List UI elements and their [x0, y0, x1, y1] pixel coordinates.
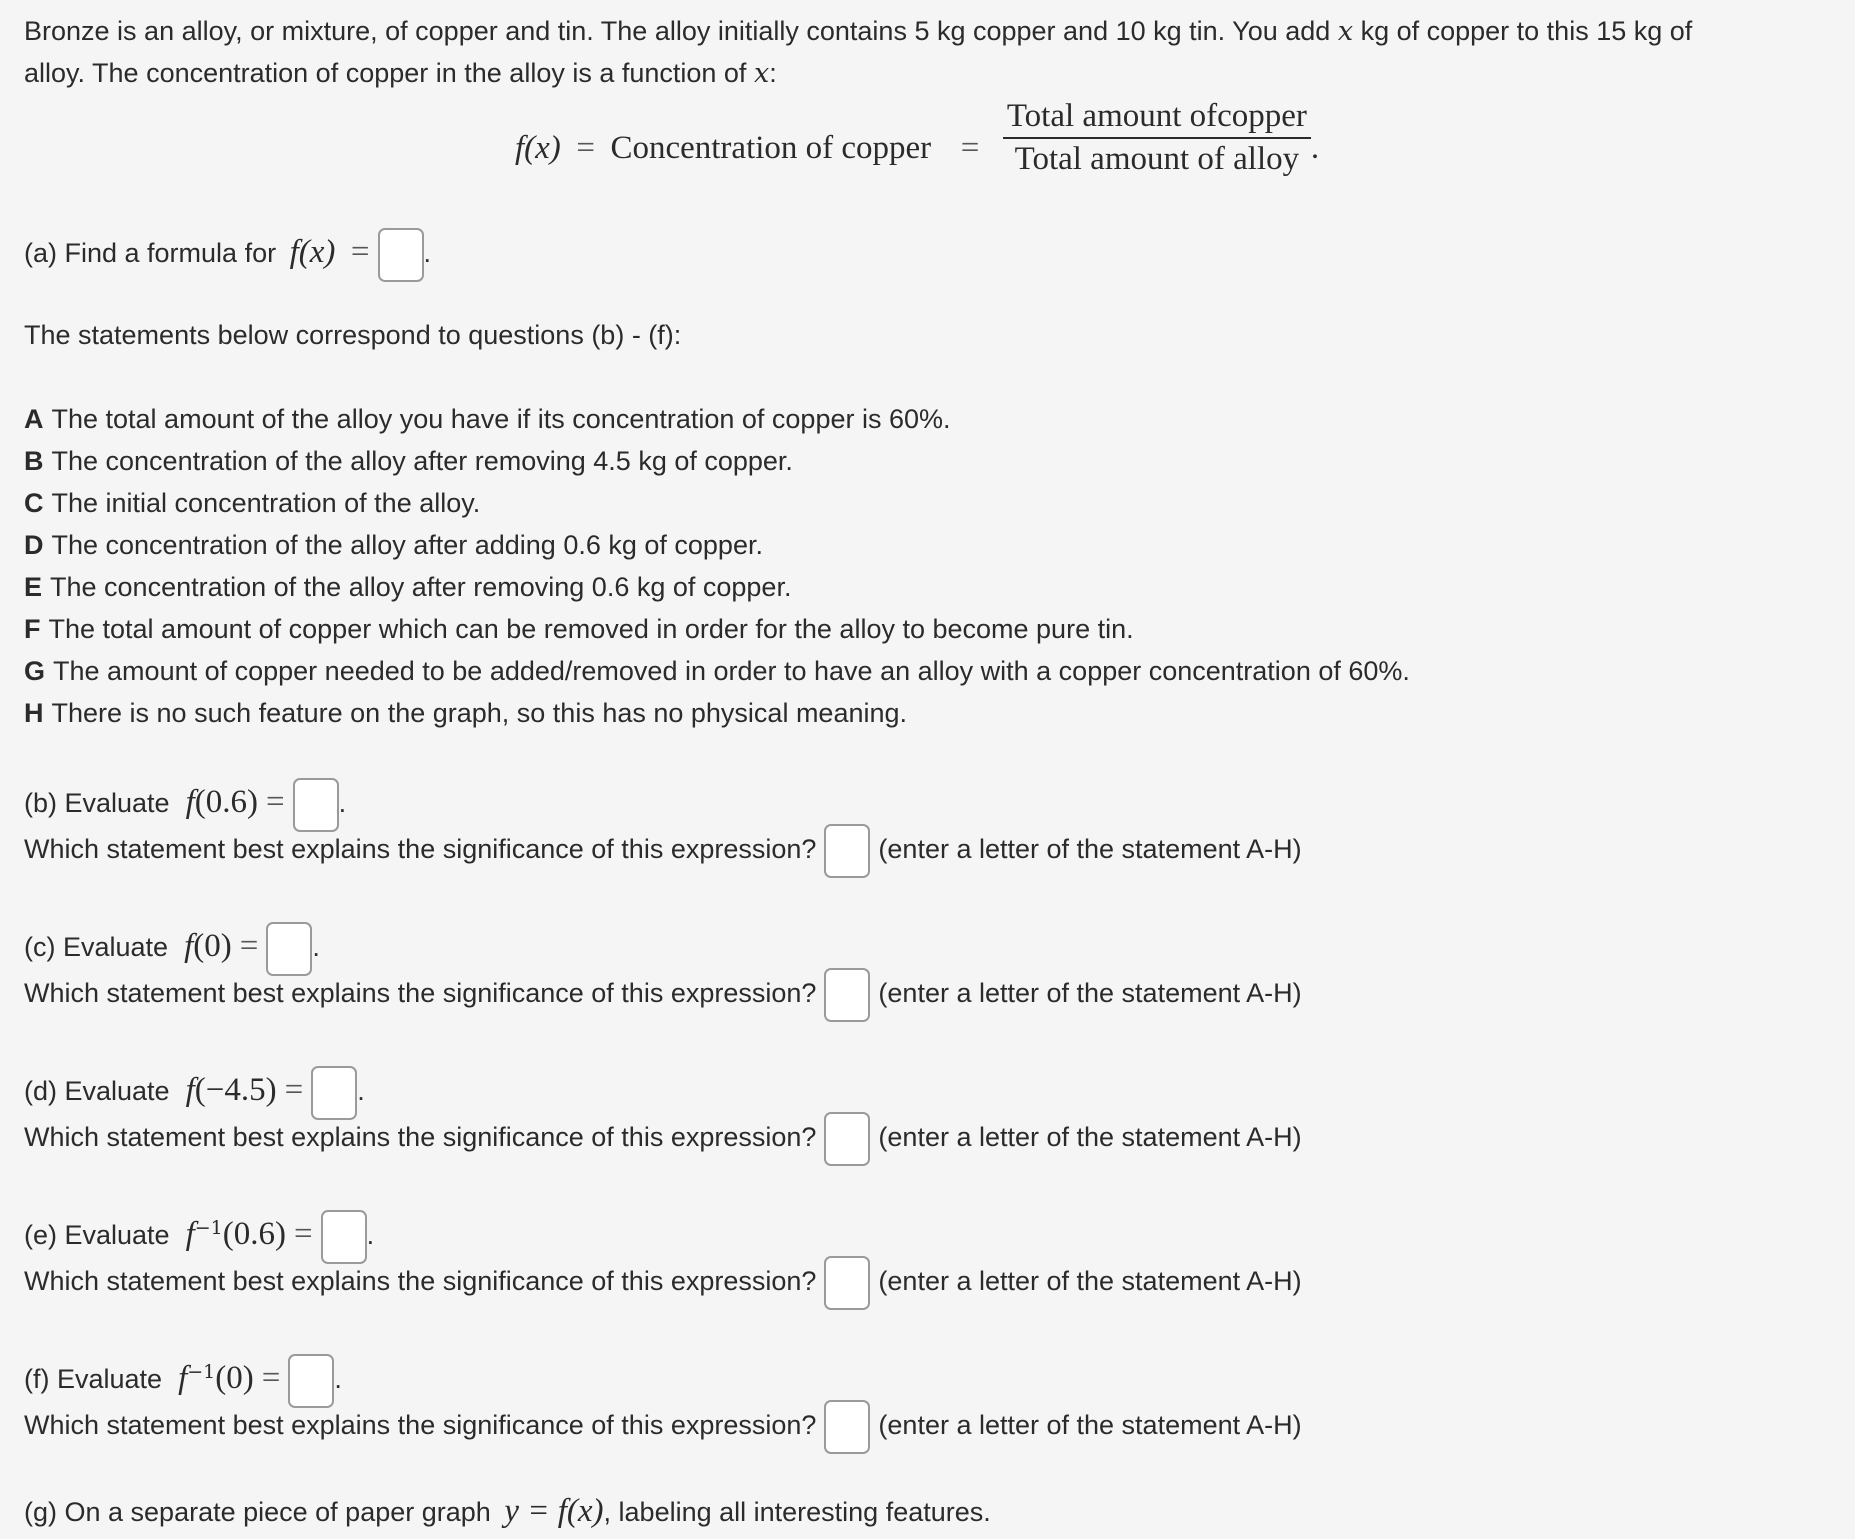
intro-line-2: alloy. The concentration of copper in the alloy is a function of x:	[24, 58, 777, 89]
statement-text: The concentration of the alloy after removing 4.5 kg of copper.	[51, 446, 793, 476]
which-statement-prompt: Which statement best explains the significance of this expression?	[24, 1410, 817, 1441]
enter-letter-hint: (enter a letter of the statement A-H)	[878, 1410, 1302, 1441]
which-statement-prompt: Which statement best explains the significance of this expression?	[24, 1266, 817, 1297]
function-argument: (0.6)	[222, 1216, 286, 1253]
enter-letter-hint: (enter a letter of the statement A-H)	[878, 1122, 1302, 1153]
enter-letter-hint: (enter a letter of the statement A-H)	[878, 834, 1302, 865]
formula-label: Concentration of copper	[610, 130, 932, 167]
evaluate-label: (b) Evaluate	[24, 788, 170, 819]
statement-letter: C	[24, 488, 44, 518]
evaluate-label: (d) Evaluate	[24, 1076, 170, 1107]
function-name: f	[178, 1360, 188, 1397]
letter-input-e[interactable]	[824, 1256, 870, 1310]
function-name: f	[185, 784, 195, 821]
inverse-superscript: −1	[194, 1217, 223, 1240]
statements-intro: The statements below correspond to questions (b) - (f):	[24, 320, 682, 350]
statement-g	[24, 656, 1410, 687]
evaluate-label: (e) Evaluate	[24, 1220, 170, 1251]
function-argument: (−4.5)	[194, 1072, 277, 1109]
concentration-formula: f(x) = Concentration of copper = $\frac{\text{Total amount ofcopper}}{\text{Total amount of alloy}}$ .	[515, 98, 1320, 177]
function-name: f	[185, 1216, 195, 1253]
evaluate-label: (f) Evaluate	[24, 1364, 163, 1395]
statement-text: The concentration of the alloy after adding 0.6 kg of copper.	[51, 530, 763, 560]
part-b-evaluate: (b) Evaluate f(0.6) = .	[24, 778, 346, 832]
formula-denominator: Total amount of alloy	[1014, 141, 1300, 177]
statement-text: The concentration of the alloy after removing 0.6 kg of copper.	[50, 572, 792, 602]
part-d-statement-choice	[24, 1112, 1302, 1166]
inverse-superscript: −1	[187, 1361, 216, 1384]
which-statement-prompt: Which statement best explains the significance of this expression?	[24, 834, 817, 865]
statement-letter: A	[24, 404, 44, 434]
part-e-statement-choice	[24, 1256, 1302, 1310]
function-argument: (0)	[215, 1360, 254, 1397]
part-f-evaluate: (f) Evaluate $f^{-1}(0)$ = .	[24, 1354, 342, 1408]
statement-c	[24, 488, 480, 519]
part-f-statement-choice	[24, 1400, 1302, 1454]
statement-letter: D	[24, 530, 44, 560]
statement-d	[24, 530, 763, 561]
which-statement-prompt: Which statement best explains the significance of this expression?	[24, 978, 817, 1009]
statement-letter: H	[24, 698, 44, 728]
function-name: f	[185, 1072, 195, 1109]
statement-text: The total amount of the alloy you have if its concentration of copper is 60%.	[51, 404, 951, 434]
part-e-evaluate: (e) Evaluate $f^{-1}(0.6)$ = .	[24, 1210, 374, 1264]
answer-input-a[interactable]	[378, 228, 424, 282]
statement-text: There is no such feature on the graph, so this has no physical meaning.	[51, 698, 908, 728]
statement-e	[24, 572, 791, 603]
statement-text: The initial concentration of the alloy.	[51, 488, 481, 518]
function-name: f	[184, 928, 194, 965]
formula-fraction	[1003, 98, 1311, 178]
letter-input-c[interactable]	[824, 968, 870, 1022]
part-c-evaluate: (c) Evaluate f(0) = .	[24, 922, 320, 976]
statement-text: The total amount of copper which can be removed in order for the alloy to become pure tin.	[48, 614, 1134, 644]
part-a: (a) Find a formula for f(x) = .	[24, 228, 431, 282]
statement-f	[24, 614, 1134, 645]
formula-lhs: f(x)	[515, 130, 561, 167]
formula-numerator: Total amount ofcopper	[1003, 98, 1311, 139]
letter-input-f[interactable]	[824, 1400, 870, 1454]
statement-b	[24, 446, 793, 477]
part-c-statement-choice	[24, 968, 1302, 1022]
enter-letter-hint: (enter a letter of the statement A-H)	[878, 1266, 1302, 1297]
evaluate-label: (c) Evaluate	[24, 932, 169, 963]
letter-input-d[interactable]	[824, 1112, 870, 1166]
statement-text: The amount of copper needed to be added/removed in order to have an alloy with a copper concentration of 60%.	[53, 656, 1410, 686]
function-argument: (0)	[193, 928, 232, 965]
statement-h	[24, 698, 907, 729]
intro-line-1: Bronze is an alloy, or mixture, of copper and tin. The alloy initially contains 5 kg copper and 10 kg tin. You add x kg of copper to this 15 kg of	[24, 16, 1693, 47]
letter-input-b[interactable]	[824, 824, 870, 878]
which-statement-prompt: Which statement best explains the significance of this expression?	[24, 1122, 817, 1153]
part-g: (g) On a separate piece of paper graph y = f(x), labeling all interesting features.	[24, 1493, 991, 1529]
part-d-evaluate: (d) Evaluate f(−4.5) = .	[24, 1066, 365, 1120]
function-argument: (0.6)	[194, 784, 258, 821]
enter-letter-hint: (enter a letter of the statement A-H)	[878, 978, 1302, 1009]
statement-a	[24, 404, 951, 435]
statement-letter: F	[24, 614, 41, 644]
statement-letter: G	[24, 656, 46, 686]
statement-letter: E	[24, 572, 43, 602]
part-b-statement-choice	[24, 824, 1302, 878]
statement-letter: B	[24, 446, 44, 476]
